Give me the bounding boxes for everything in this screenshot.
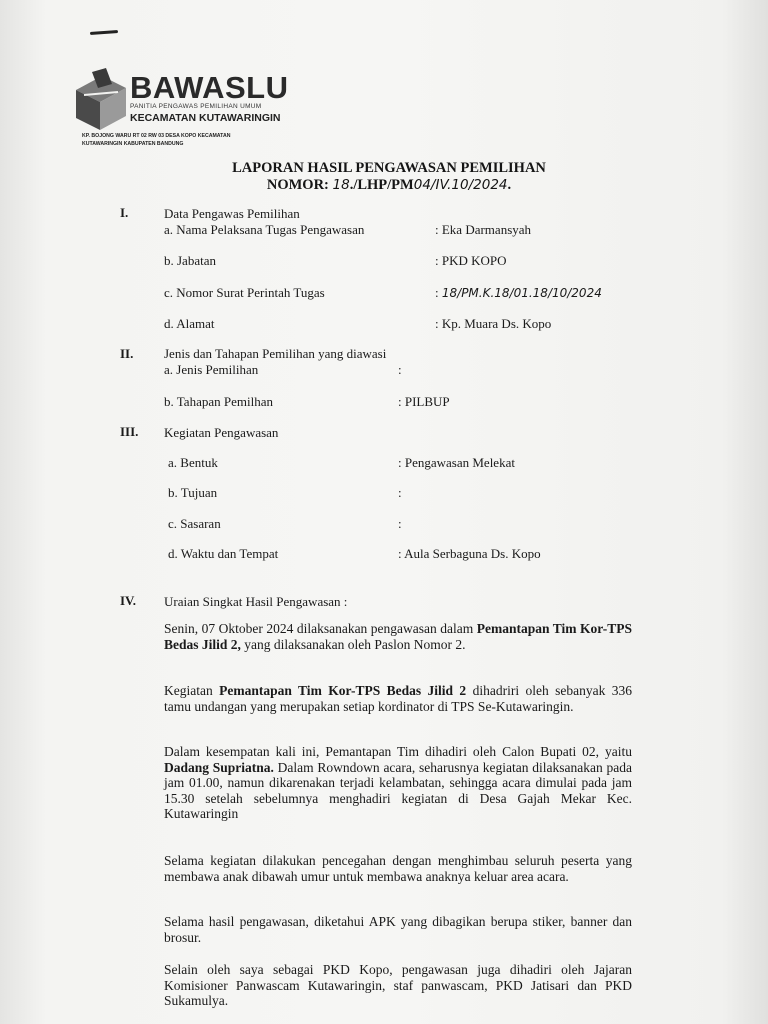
field-value: : <box>398 485 402 500</box>
section-4-heading: Uraian Singkat Hasil Pengawasan : <box>164 594 348 609</box>
bold-run: Pemantapan Tim Kor-TPS Bedas Jilid 2, <box>164 621 632 652</box>
paragraph-1 <box>164 621 632 652</box>
section-1-number: I. <box>120 205 129 220</box>
section-1-heading: Data Pengawas Pemilihan <box>164 206 300 221</box>
section-2-number: II. <box>120 346 134 361</box>
bold-run: Pemantapan Tim Kor-TPS Bedas Jilid 2 <box>219 683 467 698</box>
field-label: b. Jabatan <box>164 253 216 268</box>
bawaslu-logo <box>72 68 302 138</box>
section-2-heading: Jenis dan Tahapan Pemilihan yang diawasi <box>164 346 387 361</box>
bold-run: Dadang Supriatna. <box>164 759 274 775</box>
paragraph-2 <box>164 683 632 714</box>
text-run: Senin, 07 Oktober 2024 dilaksanakan pengawasan dalam <box>164 621 477 636</box>
field-label: d. Waktu dan Tempat <box>168 546 279 561</box>
field-label: a. Nama Pelaksana Tugas Pengawasan <box>164 222 365 237</box>
field-label: c. Nomor Surat Perintah Tugas <box>164 285 325 300</box>
nomor-end: . <box>507 177 512 193</box>
pen-mark <box>90 30 118 35</box>
field-value: : PILBUP <box>398 394 450 409</box>
paragraph-3 <box>164 744 632 822</box>
field-label: b. Tahapan Pemilhan <box>164 394 273 409</box>
office-address <box>82 132 312 148</box>
value-prefix: : <box>435 285 439 300</box>
report-title: LAPORAN HASIL PENGAWASAN PEMILIHAN <box>232 160 546 176</box>
paragraph-6: Selain oleh saya sebagai PKD Kopo, pengawasan juga dihadiri oleh Jajaran Komisioner Panwascam Kutawaringin, staf panwascam, PKD Jatisari dan PKD Sukamulya. <box>164 962 632 1008</box>
field-label: a. Bentuk <box>168 455 218 470</box>
section-3-heading: Kegiatan Pengawasan <box>164 425 279 440</box>
field-value: : PKD KOPO <box>435 253 507 268</box>
field-value: : Eka Darmansyah <box>435 222 532 237</box>
field-value: : Kp. Muara Ds. Kopo <box>435 316 552 331</box>
logo-subtitle: PANITIA PENGAWAS PEMILIHAN UMUM <box>130 103 262 110</box>
text-run: dihadriri oleh sebanyak 336 tamu undangan yang merupakan setiap kordinator di TPS Se-Kutawaringin. <box>164 683 633 714</box>
address-line-2: KUTAWARINGIN KABUPATEN BANDUNG <box>82 141 184 147</box>
logo-name: BAWASLU <box>130 70 289 105</box>
logo-kecamatan: KECAMATAN KUTAWARINGIN <box>130 112 281 124</box>
text-run: Dalam Rowndown acara, seharusnya kegiatan dilaksanakan pada jam 01.00, namun dikarenakan terjadi kelambatan, sehingga acara dimulai pada jam 15.30 setelah sebelumnya menghadiri kegiatan di Desa Gajah Mekar Kec. Kutawaringin <box>164 759 632 821</box>
field-label: b. Tujuan <box>168 485 218 500</box>
section-3-number: III. <box>120 424 139 439</box>
section-4-number: IV. <box>120 593 137 608</box>
ballot-box-icon <box>72 68 130 132</box>
field-value: : <box>398 516 402 531</box>
text-run: yang dilaksanakan oleh Paslon Nomor 2. <box>240 636 466 652</box>
paragraph-5: Selama hasil pengawasan, diketahui APK yang dibagikan berupa stiker, banner dan brosur. <box>164 914 632 945</box>
nomor-printed: ./LHP/PM <box>349 177 414 193</box>
text-run: Kegiatan <box>164 683 220 698</box>
address-line-1: KP. BOJONG WARU RT 02 RW 03 DESA KOPO KECAMATAN <box>82 133 231 139</box>
field-label: d. Alamat <box>164 316 215 331</box>
field-label: c. Sasaran <box>168 516 221 531</box>
field-value: : Aula Serbaguna Ds. Kopo <box>398 546 541 561</box>
nomor-handwritten-2: 04/IV.10/2024 <box>413 177 508 193</box>
handwritten-sprint-number: 18/PM.K.18/01.18/10/2024 <box>441 286 602 300</box>
nomor-handwritten-1: 18 <box>332 177 350 193</box>
field-value: : Pengawasan Melekat <box>398 455 515 470</box>
paragraph-4: Selama kegiatan dilakukan pencegahan dengan menghimbau seluruh peserta yang membawa anak dibawah umur untuk membawa anaknya keluar area acara. <box>164 853 632 884</box>
field-value <box>435 285 602 301</box>
report-number <box>0 177 768 194</box>
field-value: : <box>398 362 402 377</box>
field-label: a. Jenis Pemilihan <box>164 362 259 377</box>
text-run: Dalam kesempatan kali ini, Pemantapan Tim dihadiri oleh Calon Bupati 02, yaitu <box>164 744 632 759</box>
nomor-label: NOMOR: <box>266 177 329 193</box>
